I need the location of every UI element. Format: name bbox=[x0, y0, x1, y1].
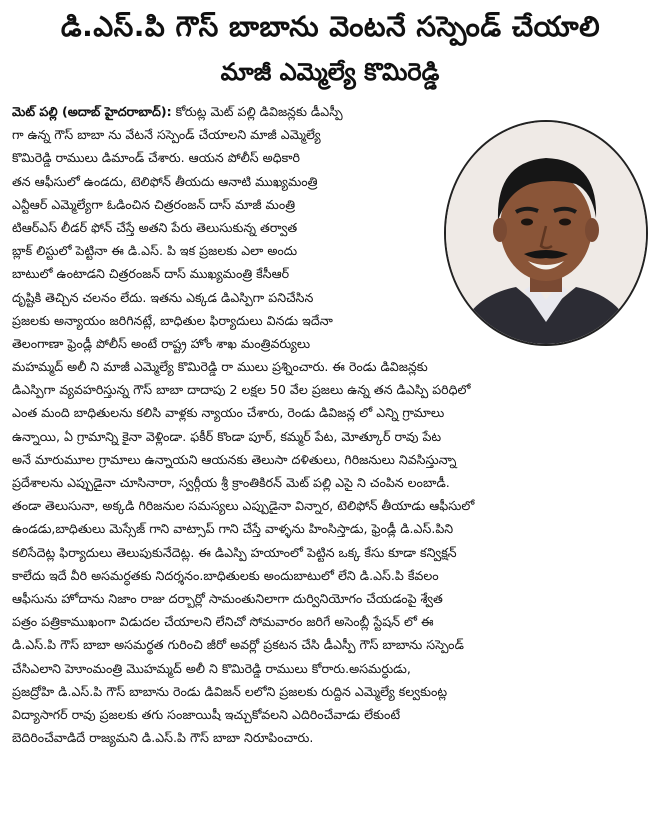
article-line: ఎన్టీఆర్ ఎమ్మెల్యేగా ఓడించిన చిత్రరంజన్ దాస్ మాజీ మంత్రి bbox=[12, 196, 296, 212]
article-line: పత్రం పత్రికాముఖంగా విడుదల చేయాలని లేనిచో సోమవారం జరిగే అసెంబ్లీ స్టేషన్ లో ఈ bbox=[12, 614, 434, 630]
subheadline: మాజీ ఎమ్మెల్యే కొమిరెడ్డి bbox=[220, 58, 440, 86]
article-line bbox=[12, 100, 437, 123]
article-line: చేసిఎలాని హెూంమంత్రి మొహమ్మద్ అలీ ని కొమిరెడ్డి రాములు కోరారు.అసమర్ధుడు, bbox=[12, 660, 411, 676]
article-line: తెలంగాణా ఫ్రెండ్లీ పోలీస్ అంటే రాష్ట్ర హోం శాఖ మంత్రివర్యులు bbox=[12, 335, 311, 351]
article-line: ప్రదేశాలను ఎప్పుడైనా చూసినారా, స్వర్గీయ శ్రీ క్రాంతికిరన్ మెట్ పల్లి ఎసై ని చంపిన లంబాడీ. bbox=[12, 475, 450, 490]
article-line: ప్రజద్రోహి డి.ఎస్.పి గౌస్ బాబాను రెండు డివిజన్ లలోని ప్రజలకు రుద్దిన ఎమ్మెల్యే కల్వకుంట్ల bbox=[12, 683, 448, 699]
article-line-text: కోరుట్ల మెట్ పల్లి డివిజన్లకు డీఎస్పీ bbox=[171, 104, 343, 119]
article-line: గా ఉన్న గౌస్ బాబా ను వేటనే సస్పెండ్ చేయాలని మాజీ ఎమ్మెల్యే bbox=[12, 127, 321, 143]
article-line: బాటులో ఉంటాడని చిత్రరంజన్ దాస్ ముఖ్యమంత్రి కేసీఆర్ bbox=[12, 266, 290, 282]
article-line: మహమ్మద్ అలీ ని మాజీ ఎమ్మెల్యే కొమిరెడ్డి రా ములు ప్రశ్నించారు. ఈ రెండు డివిజన్లకు bbox=[12, 359, 428, 375]
article-line: కాలేదు ఇదే వీరి అసమర్ధతకు నిదర్శనం.బాధితులకు అందుబాటులో లేని డి.ఎస్.పి కేవలం bbox=[12, 567, 439, 583]
article-line: బెదిరించేవాడిదే రాజ్యమని డి.ఎస్.పి గౌస్ బాబా నిరూపించారు. bbox=[12, 730, 314, 746]
article-line: అనే మారుమూల గ్రామాలు ఉన్నాయని ఆయనకు తెలుసా దళితులు, గిరిజనులు నివసిస్తున్నా bbox=[12, 451, 457, 467]
dateline: మెట్ పల్లి (అదాబ్ హైదరాబాద్): bbox=[12, 104, 172, 119]
article-line: విద్యాసాగర్ రావు ప్రజలకు తగు సంజాయిషీ ఇచ్చుకోవలని ఎదిరించేవాడు లేకుంటే bbox=[12, 706, 401, 722]
article-line: టిఆర్ఎస్ లీడర్ ఫోన్ చేస్తే అతని పేరు తెలుసుకున్న తర్వాత bbox=[12, 219, 298, 235]
article-line: ఉండడు,బాధితులు మెస్సేజ్ గాని వాట్సాప్ గాని చేస్తే వాళ్ళను హింసిస్తాడు, ఫ్రెండ్లీ డి.ఎస్.పిని bbox=[12, 521, 454, 537]
article-line: దృష్టికి తెచ్చిన చలనం లేదు. ఇతను ఎక్కడ డిఎస్పిగా పనిచేసిన bbox=[12, 289, 314, 305]
article-line: ఉన్నాయి, ఏ గ్రామాన్ని కైనా వెళ్లిండా. ఫకీర్ కొండా పూర్, కమ్మర్ పేట, మోత్కూర్ రావు పేట bbox=[12, 428, 442, 444]
article-body bbox=[12, 100, 652, 749]
article-line: కొమిరెడ్డి రాములు డిమాండ్ చేశారు. ఆయన పోలీస్ అధికారి bbox=[12, 150, 301, 166]
article-line: ఆఫీసును హోదాను నిజాం రాజు దర్బార్లో సామంతునిలాగా దుర్వినియోగం చేయడంపై శ్వేత bbox=[12, 590, 443, 606]
article-line: బ్లాక్ లిస్టులో పెట్టినా ఈ డి.ఎస్. పి ఇక ప్రజలకు ఎలా అందు bbox=[12, 243, 298, 259]
article-line: ఎంత మంది బాధితులను కలిసి వాళ్లకు న్యాయం చేశారు, రెండు డివిజన్ల లో ఎన్ని గ్రామాలు bbox=[12, 405, 445, 421]
article-line: తన ఆఫీసులో ఉండదు, టెలిఫోన్ తీయదు ఆనాటి ముఖ్యమంత్రి bbox=[12, 173, 318, 189]
article-line: తండా తెలుసునా, అక్కడి గిరిజనుల సమస్యలు ఎప్పుడైనా విన్నార, టెలిఫోన్ తీయాడు ఆఫీసులో bbox=[12, 498, 475, 514]
article-line: డి.ఎస్.పి గౌస్ బాబా అసమర్థత గురించి జీరో అవర్లో ప్రకటన చేసి డీఎస్పీ గౌస్ బాబాను సస్పెండ్ bbox=[12, 637, 464, 653]
headline: డి.ఎస్.పి గౌస్ బాబాను వెంటనే సస్పెండ్ చేయాలి bbox=[60, 10, 601, 43]
article-line: డిఎస్పిగా వ్యవహరిస్తున్న గౌస్ బాబా దాదాపు 2 లక్షల 50 వేల ప్రజలు ఉన్న తన డిఎస్పి పరిధిలో bbox=[12, 382, 471, 398]
article-line: ప్రజలకు అన్యాయం జరిగినట్లే, బాధితుల ఫిర్యాదులు వినడు ఇదేనా bbox=[12, 312, 333, 328]
article-line: కలిసేదెట్ల ఫిర్యాదులు తెలుపుకునేదెట్ల. ఈ డిఎస్పి హయాంలో పెట్టిన ఒక్క కేసు కూడా కన్విక్షన్ bbox=[12, 544, 457, 560]
